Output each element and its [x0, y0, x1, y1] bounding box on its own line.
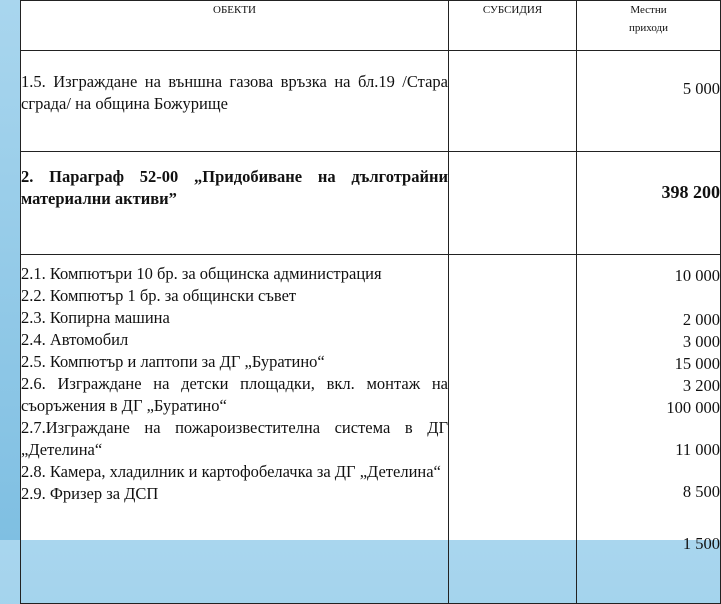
- row-local-value-text: 398 200: [661, 182, 720, 202]
- row-description: [21, 51, 449, 152]
- item-text: 2.2. Компютър 1 бр. за общински съвет: [21, 286, 297, 305]
- header-subsidy: СУБСИДИЯ: [449, 1, 577, 51]
- item-local-value: 100 000: [666, 398, 720, 417]
- items-local-values: [577, 255, 721, 604]
- item-text: 2.8. Камера, хладилник и картофобелачка за ДГ „Детелина“: [21, 462, 441, 481]
- item-text: 2.4. Автомобил: [21, 330, 129, 349]
- table-row: [21, 152, 721, 255]
- item-local-value: 1 500: [682, 534, 720, 553]
- slide-frame: [20, 0, 720, 553]
- budget-table: [20, 0, 721, 604]
- row-local-value: [577, 152, 721, 255]
- item-local-value: 3 000: [682, 332, 720, 351]
- row-subsidy: [449, 51, 577, 152]
- item-text: 2.5. Компютър и лаптопи за ДГ „Буратино“: [21, 352, 325, 371]
- item-local-value: 2 000: [682, 310, 720, 329]
- table-header-row: [21, 1, 721, 51]
- row-description-text: 2. Параграф 52-00 „Придобиване на дълготрайни материални активи”: [21, 167, 448, 208]
- item-text: 2.9. Фризер за ДСП: [21, 484, 159, 503]
- item-local-value: 10 000: [674, 266, 720, 285]
- item-text: 2.7.Изграждане на пожароизвестителна система в ДГ „Детелина“: [21, 418, 448, 459]
- header-local-revenue: [577, 1, 721, 51]
- row-local-value: [577, 51, 721, 152]
- header-local-revenue-label: Местни приходи: [628, 4, 669, 34]
- table-row: [21, 255, 721, 604]
- item-local-value: 3 200: [682, 376, 720, 395]
- item-local-value: 15 000: [674, 354, 720, 373]
- table-row: [21, 51, 721, 152]
- item-text: 2.6. Изграждане на детски площадки, вкл. монтаж на съоръжения в ДГ „Буратино“: [21, 374, 448, 415]
- row-local-value-text: 5 000: [682, 79, 720, 98]
- row-description-text: 1.5. Изграждане на външна газова връзка на бл.19 /Стара сграда/ на община Божурище: [21, 72, 448, 113]
- item-text: 2.3. Копирна машина: [21, 308, 170, 327]
- item-text: 2.1. Компютъри 10 бр. за общинска администрация: [21, 264, 382, 283]
- items-subsidy: [449, 255, 577, 604]
- item-local-value: 8 500: [682, 482, 720, 501]
- row-subsidy: [449, 152, 577, 255]
- header-objects: ОБЕКТИ: [21, 1, 449, 51]
- item-local-value: 11 000: [675, 440, 720, 459]
- items-description: [21, 255, 449, 604]
- row-description: [21, 152, 449, 255]
